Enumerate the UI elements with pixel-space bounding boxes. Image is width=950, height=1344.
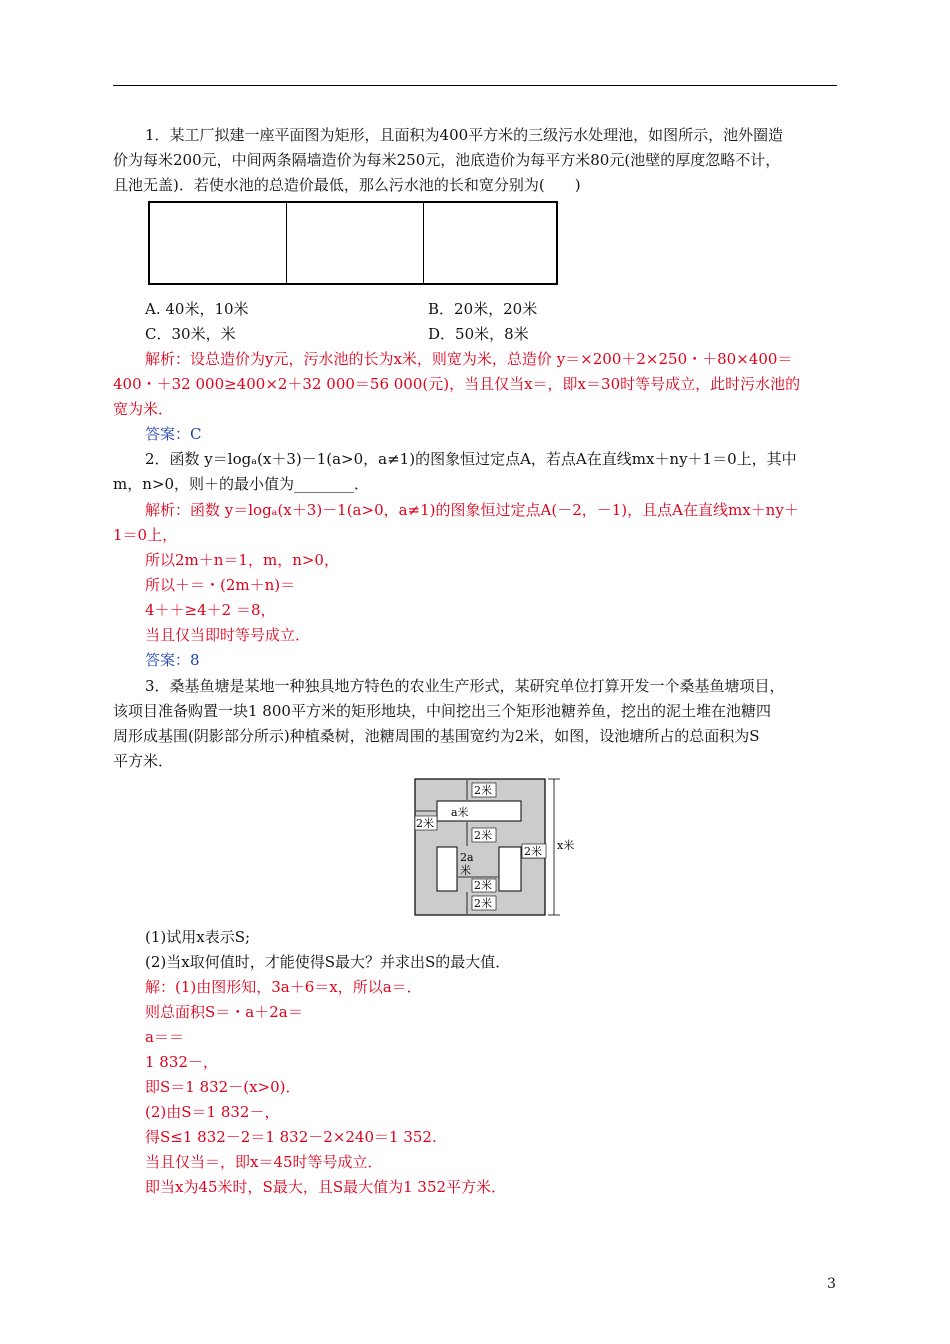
q3-solution-5: 即S＝1 832－(x>0)． — [145, 1078, 301, 1096]
q3-solution-8: 当且仅当＝，即x＝45时等号成立． — [145, 1153, 383, 1171]
q2-line-2: m，n>0，则＋的最小值为________． — [113, 475, 369, 493]
label-top: 2米 — [474, 784, 492, 797]
q3-solution-2: 则总面积S＝・a＋2a＝ — [145, 1003, 303, 1021]
q2-analysis-2: 1＝0上， — [113, 526, 178, 544]
q1-option-a: A. 40米，10米 — [145, 300, 249, 318]
q1-option-c: C．30米，米 — [145, 325, 236, 343]
q1-option-d: D．50米，8米 — [428, 325, 529, 343]
q3-solution-4: 1 832－， — [145, 1053, 218, 1071]
q3-solution-6: (2)由S＝1 832－， — [145, 1103, 280, 1121]
q3-solution-3: a＝＝ — [145, 1028, 184, 1046]
label-mid: 2米 — [474, 829, 492, 842]
q2-analysis-6: 当且仅当即时等号成立． — [145, 626, 311, 644]
pond-right — [499, 847, 521, 891]
q2-analysis-3: 所以2m＋n＝1，m，n>0， — [145, 551, 339, 569]
q2-analysis-4: 所以＋＝・(2m＋n)＝ — [145, 576, 296, 594]
label-2a: 2a — [460, 851, 474, 864]
q3-line-1: 3．桑基鱼塘是某地一种独具地方特色的农业生产形式，某研究单位打算开发一个桑基鱼塘项目， — [145, 677, 785, 695]
pond-top — [437, 801, 521, 821]
header-rule — [113, 85, 837, 86]
pool-divider-2 — [423, 203, 424, 283]
q1-option-b: B．20米，20米 — [428, 300, 538, 318]
pond-left — [437, 847, 457, 891]
q1-analysis-1: 解析：设总造价为y元，污水池的长为x米，则宽为米，总造价 y＝×200＋2×250・＋80×400＝ — [145, 350, 793, 368]
label-a: a米 — [451, 806, 469, 819]
label-right: 2米 — [524, 845, 542, 858]
q3-line-3: 周形成基围(阴影部分所示)种植桑树，池糖周围的基围宽约为2米，如图，设池塘所占的总面积为S — [113, 727, 760, 745]
q1-line-3: 且池无盖)．若使水池的总造价最低，那么污水池的长和宽分别为( ) — [113, 176, 581, 194]
q3-sub-2: (2)当x取何值时，才能使得S最大？并求出S的最大值． — [145, 953, 511, 971]
q1-line-2: 价为每米200元，中间两条隔墙造价为每米250元，池底造价为每平方米80元(池壁的厚度忽略不计， — [113, 151, 781, 169]
label-bottom: 2米 — [474, 897, 492, 910]
q2-answer: 答案：8 — [145, 651, 200, 669]
label-2a-unit: 米 — [460, 864, 471, 877]
q1-analysis-3: 宽为米． — [113, 400, 174, 418]
pool-divider-1 — [286, 203, 287, 283]
fishpond-diagram — [414, 778, 584, 918]
q1-line-1: 1．某工厂拟建一座平面图为矩形，且面积为400平方米的三级污水处理池，如图所示，池外圈造 — [145, 126, 784, 144]
q2-analysis-5: 4＋＋≥4＋2 ＝8， — [145, 601, 276, 619]
q3-solution-9: 即当x为45米时，S最大，且S最大值为1 352平方米． — [145, 1178, 507, 1196]
q3-line-2: 该项目准备购置一块1 800平方米的矩形地块，中间挖出三个矩形池糖养鱼，挖出的泥土堆在池糖四 — [113, 702, 771, 720]
q2-analysis-1: 解析：函数 y＝logₐ(x＋3)－1(a>0，a≠1)的图象恒过定点A(－2，－1)，且点A在直线mx＋ny＋ — [145, 501, 799, 519]
q3-solution-7: 得S≤1 832－2＝1 832－2×240＝1 352. — [145, 1128, 437, 1146]
q3-sub-1: (1)试用x表示S; — [145, 928, 251, 946]
label-x: x米 — [557, 839, 575, 852]
q1-answer: 答案：C — [145, 425, 202, 443]
label-inner: 2米 — [474, 879, 492, 892]
q2-line-1: 2．函数 y＝logₐ(x＋3)－1(a>0，a≠1)的图象恒过定点A，若点A在直线mx＋ny＋1＝0上，其中 — [145, 450, 797, 468]
q3-solution-1: 解：(1)由图形知，3a＋6＝x，所以a＝． — [145, 978, 422, 996]
pool-diagram — [148, 201, 558, 285]
q1-analysis-2: 400・＋32 000≥400×2＋32 000＝56 000(元)，当且仅当x＝，即x＝30时等号成立，此时污水池的 — [113, 375, 801, 393]
label-left: 2米 — [416, 817, 434, 830]
q3-line-4: 平方米． — [113, 752, 174, 770]
page-number: 3 — [827, 1276, 836, 1292]
